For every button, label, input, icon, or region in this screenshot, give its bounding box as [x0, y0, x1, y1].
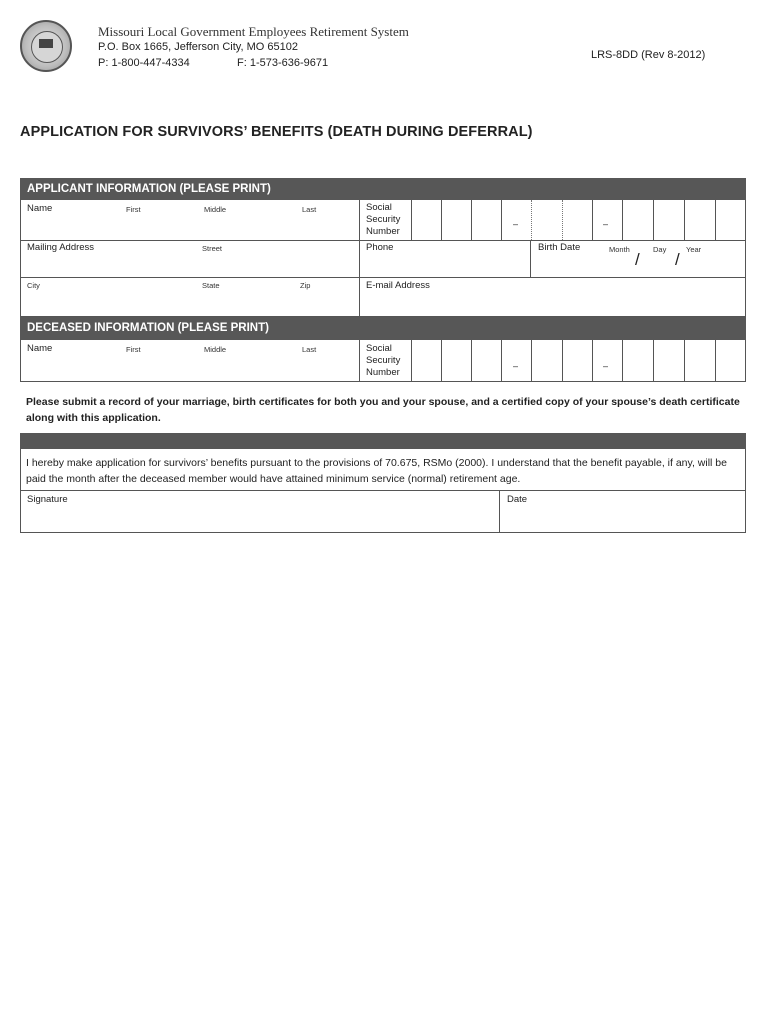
- zip-label: Zip: [300, 281, 311, 290]
- mlgers-seal-logo: [20, 20, 72, 72]
- deceased-section-header: [20, 317, 746, 340]
- signature-row-divider: [20, 490, 746, 491]
- birth-day-label: Day: [653, 245, 667, 254]
- phone-label: Phone: [366, 242, 394, 253]
- birthdate-divider: [530, 240, 531, 277]
- applicant-row-divider: [20, 240, 746, 241]
- applicant-ssn-label-1: Social: [366, 202, 392, 213]
- applicant-name-field[interactable]: [100, 214, 355, 238]
- submission-notice: Please submit a record of your marriage, birth certificates for both you and your spouse, and a certified copy of your spouse’s death certificate along with this application.: [26, 396, 740, 424]
- declaration-section-header: [20, 433, 746, 449]
- form-id: LRS-8DD (Rev 8-2012): [591, 49, 706, 61]
- page-title: APPLICATION FOR SURVIVORS’ BENEFITS (DEATH DURING DEFERRAL): [20, 124, 533, 140]
- street-label: Street: [202, 244, 223, 253]
- phone-field[interactable]: [360, 254, 529, 276]
- email-field[interactable]: [360, 292, 745, 316]
- date-separator: /: [635, 250, 640, 269]
- email-label: E-mail Address: [366, 280, 430, 291]
- organization-name: Missouri Local Government Employees Retirement System: [98, 24, 409, 39]
- signature-date-divider: [499, 490, 500, 533]
- organization-fax: F: 1-573-636-9671: [237, 57, 329, 69]
- ssn-dash: –: [513, 361, 519, 371]
- deceased-ssn-label-2: Security: [366, 355, 401, 366]
- ssn-dash: –: [603, 219, 609, 229]
- street-field[interactable]: [21, 254, 358, 276]
- deceased-ssn-label-3: Number: [366, 367, 400, 378]
- declaration-text: I hereby make application for survivors’ benefits pursuant to the provisions of 70.675, RSMo (2000). I understand that the benefit payable, if any, will be paid the month after the deceased member would have attained minimum service (normal) retirement age.: [26, 457, 727, 485]
- birth-date-field[interactable]: [600, 256, 744, 276]
- organization-address: P.O. Box 1665, Jefferson City, MO 65102: [98, 41, 298, 53]
- deceased-name-label: Name: [27, 343, 53, 354]
- applicant-header-text: APPLICANT INFORMATION (PLEASE PRINT): [27, 183, 271, 195]
- applicant-ssn-label-3: Number: [366, 226, 400, 237]
- deceased-first-label: First: [126, 345, 141, 354]
- date-label: Date: [507, 494, 528, 505]
- signature-field[interactable]: [21, 506, 497, 532]
- deceased-middle-label: Middle: [204, 345, 227, 354]
- date-field[interactable]: [501, 506, 745, 532]
- deceased-name-field[interactable]: [100, 354, 355, 380]
- date-separator: /: [675, 250, 680, 269]
- organization-phone: P: 1-800-447-4334: [98, 57, 190, 69]
- birth-month-label: Month: [609, 245, 630, 254]
- city-state-zip-field[interactable]: [21, 292, 358, 316]
- ssn-dash: –: [603, 361, 609, 371]
- deceased-ssn-field[interactable]: [411, 340, 745, 381]
- seal-flag-icon: [39, 39, 53, 48]
- birth-date-label: Birth Date: [538, 242, 581, 253]
- deceased-header-text: DECEASED INFORMATION (PLEASE PRINT): [27, 322, 269, 334]
- birth-year-label: Year: [686, 245, 702, 254]
- applicant-middle-label: Middle: [204, 205, 227, 214]
- deceased-ssn-label-1: Social: [366, 343, 392, 354]
- city-label: City: [27, 281, 40, 290]
- signature-label: Signature: [27, 494, 68, 505]
- deceased-last-label: Last: [302, 345, 317, 354]
- applicant-first-label: First: [126, 205, 141, 214]
- applicant-ssn-label-2: Security: [366, 214, 401, 225]
- state-label: State: [202, 281, 220, 290]
- applicant-ssn-field[interactable]: [411, 200, 745, 240]
- applicant-name-label: Name: [27, 203, 53, 214]
- deceased-col-divider: [359, 340, 360, 382]
- applicant-row-divider: [20, 277, 746, 278]
- applicant-section-header: [20, 178, 746, 200]
- applicant-last-label: Last: [302, 205, 317, 214]
- ssn-dash: –: [513, 219, 519, 229]
- mailing-address-label: Mailing Address: [27, 242, 95, 253]
